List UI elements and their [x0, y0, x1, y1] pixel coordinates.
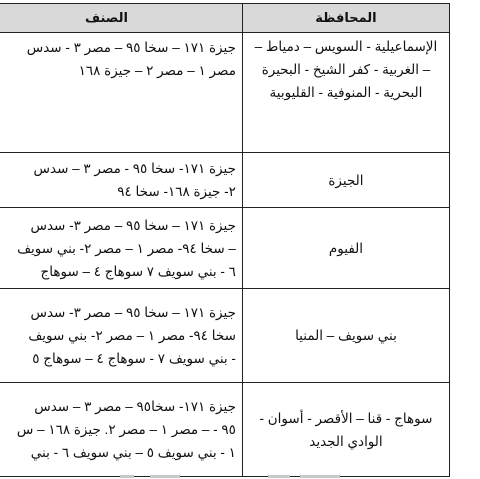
governorate-cell [242, 33, 449, 153]
governorate-line: – الغربية - كفر الشيخ - البحيرة [261, 62, 431, 77]
category-line: – سخا ٩٤- مصر ١ – مصر ٢- بني سويف [17, 240, 236, 256]
category-cell [0, 383, 242, 477]
header-governorate: المحافظة [242, 4, 449, 33]
category-line: جيزة ١٧١ – سخا ٩٥ – مصر ٣ - سدس [26, 40, 236, 55]
category-line: جيزة ١٧١ – سخا ٩٥ – مصر ٣- سدس [30, 305, 236, 320]
varieties-table [0, 3, 450, 477]
category-cell [0, 153, 242, 208]
governorate-line: سوهاج - قنا – الأقصر - أسوان - [259, 410, 433, 426]
category-line: جيزة ١٧١ – سخا ٩٥ – مصر ٣- سدس [30, 217, 236, 233]
category-line: مصر ١ – مصر ٢ – جيزة ١٦٨ [78, 63, 236, 78]
category-line: - بني سويف ٧ - سوهاج ٤ – سوهاج ٥ [32, 351, 236, 366]
governorate-line: الفيوم [328, 240, 364, 256]
category-line: ٩٥ - – مصر ١ – مصر ٢. جيزة ١٦٨ – س [16, 422, 236, 437]
governorate-line: الجيزة [328, 172, 364, 188]
governorate-line: الوادي الجديد [309, 433, 383, 449]
header-category: الصنف [0, 4, 242, 33]
category-line: جيزة ١٧١- سخا٩٥ – مصر ٣ – سدس [34, 399, 236, 414]
governorate-cell [242, 153, 449, 208]
governorate-line: بني سويف – المنيا [295, 328, 397, 343]
table-row [0, 289, 450, 383]
category-line: ٦ - بني سويف ٧ سوهاج ٤ – سوهاج [40, 263, 236, 279]
governorate-line: الإسماعيلية - السويس – دمياط – [254, 39, 438, 54]
category-line: ١ - بني سويف ٥ – بني سويف ٦ - بني [30, 445, 236, 460]
category-cell [0, 208, 242, 289]
table-header-row [0, 4, 450, 33]
category-line: سخا ٩٤- مصر ١ – مصر ٢- بني سويف [28, 328, 236, 343]
table-row [0, 383, 450, 477]
category-line: جيزة ١٧١- سخا ٩٥ - مصر ٣ – سدس [33, 161, 236, 176]
governorate-cell [242, 383, 449, 477]
governorate-cell [242, 289, 449, 383]
governorate-line: البحرية - المنوفية - القليوبية [269, 85, 423, 100]
category-line: ٢- جيزة ١٦٨- سخا ٩٤ [117, 184, 236, 199]
table-row [0, 208, 450, 289]
table-row [0, 153, 450, 208]
category-cell [0, 289, 242, 383]
table-row [0, 33, 450, 153]
governorate-cell [242, 208, 449, 289]
next-line-fragment [0, 475, 480, 479]
category-cell [0, 33, 242, 153]
